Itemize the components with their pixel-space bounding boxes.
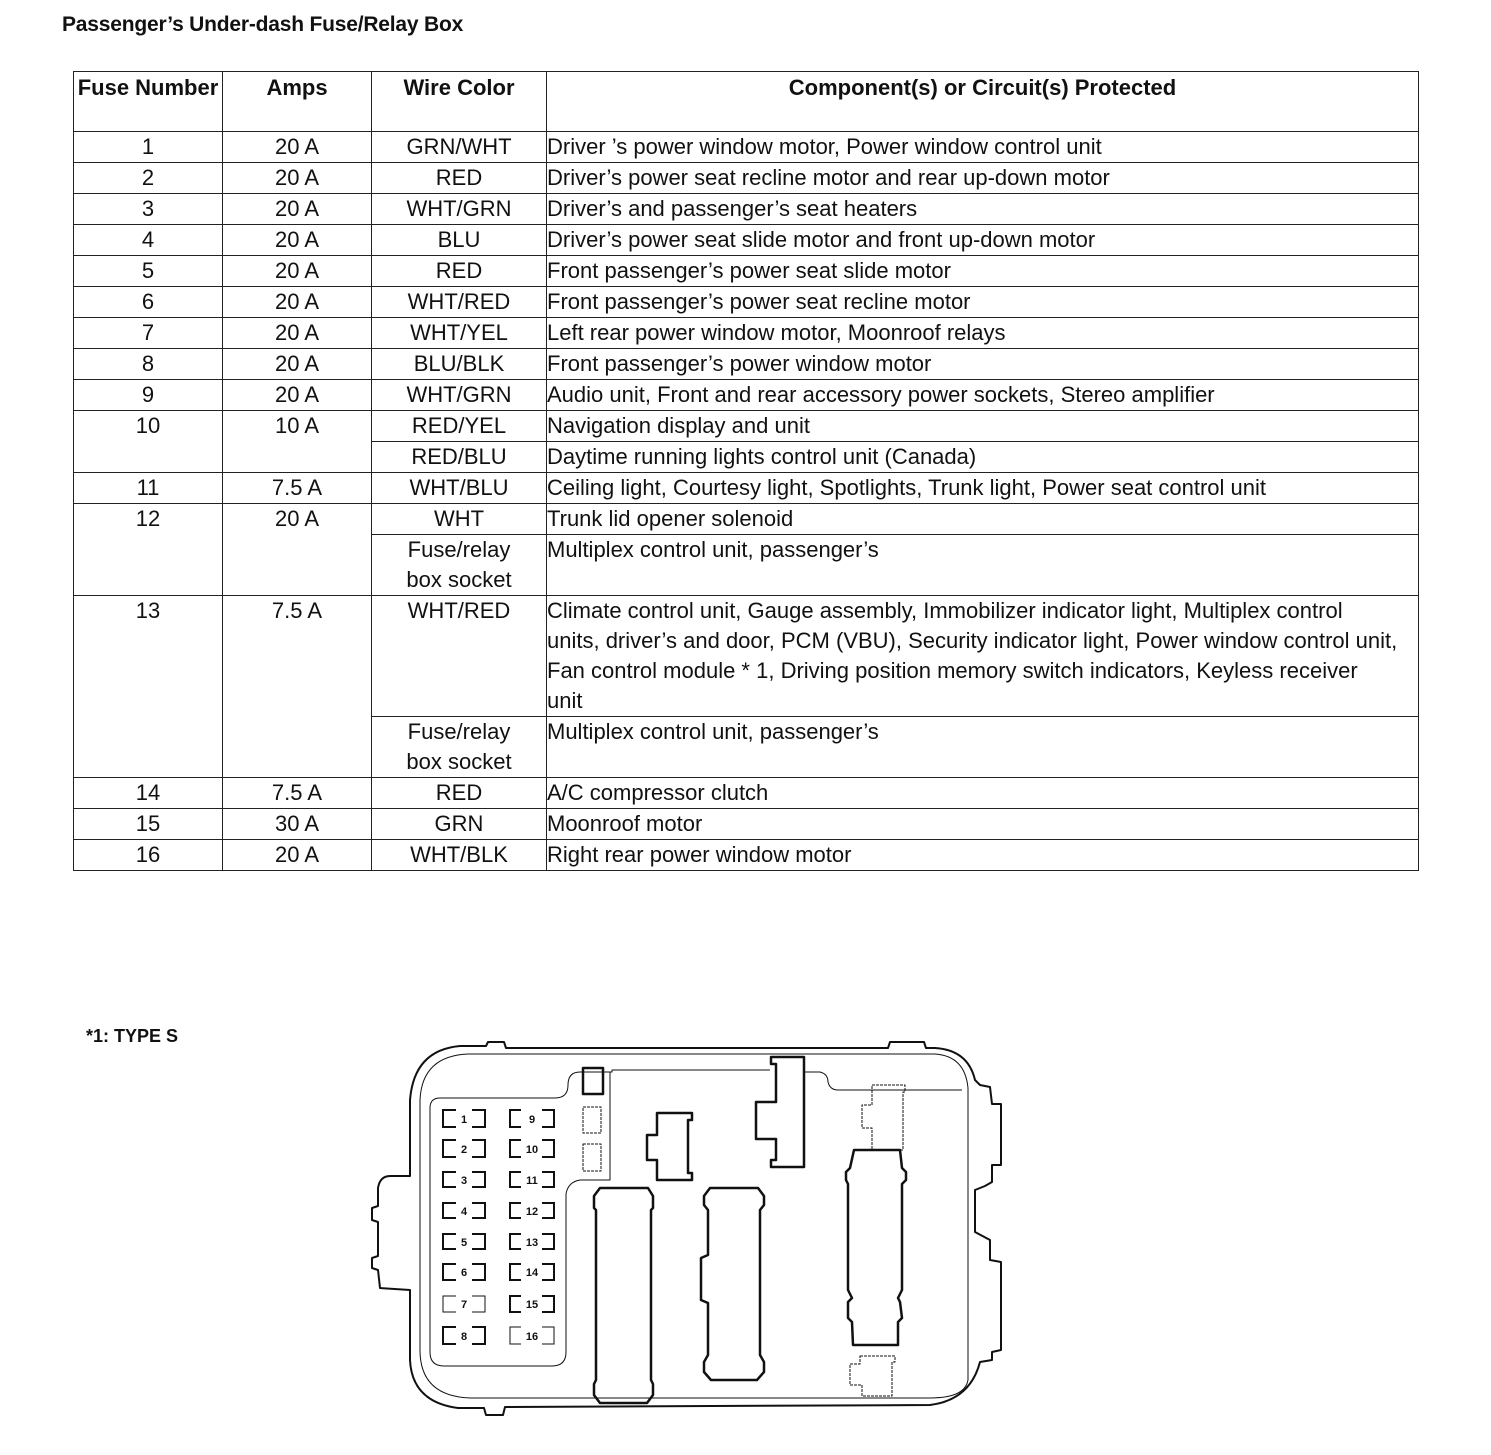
amps: 20 A bbox=[223, 318, 372, 349]
fuse-number: 16 bbox=[74, 840, 223, 871]
table-row bbox=[74, 380, 1419, 411]
fuse-label: 4 bbox=[460, 1206, 468, 1218]
amps: 20 A bbox=[223, 225, 372, 256]
component: Ceiling light, Courtesy light, Spotlights, Trunk light, Power seat control unit bbox=[547, 473, 1419, 504]
amps: 7.5 A bbox=[223, 473, 372, 504]
fuse-number: 3 bbox=[74, 194, 223, 225]
wire-color: RED/YEL bbox=[372, 411, 547, 442]
fuse-label: 2 bbox=[460, 1144, 468, 1156]
wire-color: RED bbox=[372, 163, 547, 194]
component: Left rear power window motor, Moonroof relays bbox=[547, 318, 1419, 349]
housing-inner-outline bbox=[420, 1054, 968, 1398]
fuse-number: 12 bbox=[74, 504, 223, 596]
fuse-number: 2 bbox=[74, 163, 223, 194]
component: Moonroof motor bbox=[547, 809, 1419, 840]
fuse-number: 9 bbox=[74, 380, 223, 411]
component: Multiplex control unit, passenger’s bbox=[547, 717, 1419, 778]
fuse-number: 15 bbox=[74, 809, 223, 840]
table-row bbox=[74, 840, 1419, 871]
amps: 20 A bbox=[223, 256, 372, 287]
fuse-number: 10 bbox=[74, 411, 223, 473]
table-row bbox=[74, 163, 1419, 194]
relay-top-right bbox=[862, 1085, 905, 1150]
fuse-label: 11 bbox=[526, 1175, 538, 1187]
wire-color: WHT/GRN bbox=[372, 380, 547, 411]
component: Driver’s and passenger’s seat heaters bbox=[547, 194, 1419, 225]
fuse-label: 7 bbox=[460, 1299, 468, 1311]
mini-relay-3 bbox=[583, 1144, 601, 1171]
fuse-number: 5 bbox=[74, 256, 223, 287]
amps: 20 A bbox=[223, 380, 372, 411]
amps: 20 A bbox=[223, 287, 372, 318]
amps: 20 A bbox=[223, 163, 372, 194]
fuse-label: 8 bbox=[460, 1331, 468, 1343]
amps: 20 A bbox=[223, 840, 372, 871]
wire-color: WHT/BLK bbox=[372, 840, 547, 871]
wire-color: WHT/RED bbox=[372, 287, 547, 318]
wire-color: RED bbox=[372, 778, 547, 809]
wire-color: BLU/BLK bbox=[372, 349, 547, 380]
wire-color: WHT/RED bbox=[372, 596, 547, 717]
component: Trunk lid opener solenoid bbox=[547, 504, 1419, 535]
component: A/C compressor clutch bbox=[547, 778, 1419, 809]
fuse-number: 1 bbox=[74, 132, 223, 163]
component: Driver ’s power window motor, Power window control unit bbox=[547, 132, 1419, 163]
fuse-number: 8 bbox=[74, 349, 223, 380]
wire-color: RED bbox=[372, 256, 547, 287]
component: Front passenger’s power window motor bbox=[547, 349, 1419, 380]
fuse-number: 11 bbox=[74, 473, 223, 504]
wire-color: Fuse/relay box socket bbox=[372, 535, 547, 596]
component: Right rear power window motor bbox=[547, 840, 1419, 871]
table-row bbox=[74, 256, 1419, 287]
fuse-slot-labels bbox=[461, 1114, 539, 1343]
header-component bbox=[547, 72, 1419, 132]
fuse-number: 6 bbox=[74, 287, 223, 318]
amps: 10 A bbox=[223, 411, 372, 473]
fuse-label: 9 bbox=[528, 1114, 536, 1126]
amps: 20 A bbox=[223, 132, 372, 163]
table-row bbox=[74, 287, 1419, 318]
fuse-label: 13 bbox=[525, 1237, 539, 1249]
wire-color: WHT/YEL bbox=[372, 318, 547, 349]
relay-long-3 bbox=[846, 1150, 906, 1345]
header-amps-label: Amps bbox=[266, 75, 328, 100]
table-row bbox=[74, 596, 1419, 717]
relay-top-left bbox=[647, 1113, 692, 1180]
relay-long-2 bbox=[701, 1188, 764, 1380]
component: Driver’s power seat slide motor and front up-down motor bbox=[547, 225, 1419, 256]
fuse-label: 14 bbox=[525, 1267, 539, 1279]
fuse-number: 13 bbox=[74, 596, 223, 778]
header-component-label: Component(s) or Circuit(s) Protected bbox=[788, 75, 1177, 100]
fuse-label: 10 bbox=[525, 1144, 539, 1156]
wire-color: GRN bbox=[372, 809, 547, 840]
fuse-label: 15 bbox=[525, 1299, 539, 1311]
table-row bbox=[74, 473, 1419, 504]
fuse-table bbox=[73, 71, 1419, 871]
component: Driver’s power seat recline motor and rear up-down motor bbox=[547, 163, 1419, 194]
fuse-label: 1 bbox=[460, 1114, 468, 1126]
table-row bbox=[74, 778, 1419, 809]
header-fuse-number-label: Fuse Number bbox=[77, 75, 219, 100]
mini-relay-2 bbox=[583, 1107, 601, 1133]
fuse-table-body bbox=[74, 132, 1419, 871]
table-row bbox=[74, 504, 1419, 535]
fuse-number: 7 bbox=[74, 318, 223, 349]
amps: 7.5 A bbox=[223, 778, 372, 809]
table-row bbox=[74, 809, 1419, 840]
table-header-row bbox=[74, 72, 1419, 132]
fuse-label: 5 bbox=[460, 1237, 468, 1249]
component: Navigation display and unit bbox=[547, 411, 1419, 442]
header-fuse-number bbox=[74, 72, 223, 132]
wire-color: Fuse/relay box socket bbox=[372, 717, 547, 778]
table-row bbox=[74, 349, 1419, 380]
footnote-type-s: *1: TYPE S bbox=[86, 1026, 179, 1046]
fuse-label: 6 bbox=[460, 1267, 468, 1279]
relay-long-1 bbox=[594, 1188, 653, 1403]
header-amps bbox=[223, 72, 372, 132]
table-row bbox=[74, 132, 1419, 163]
table-row bbox=[74, 225, 1419, 256]
amps: 20 A bbox=[223, 349, 372, 380]
wire-color: WHT bbox=[372, 504, 547, 535]
relay-top-center bbox=[756, 1057, 804, 1167]
amps: 30 A bbox=[223, 809, 372, 840]
table-row bbox=[74, 411, 1419, 442]
wire-color: GRN/WHT bbox=[372, 132, 547, 163]
component: Climate control unit, Gauge assembly, Immobilizer indicator light, Multiplex control units, driver’s and door, PCM (VBU), Security indicator light, Power window control unit, Fan control module * 1, Driving position memory switch indicators, Keyless receiver unit bbox=[547, 596, 1419, 717]
wire-color: WHT/GRN bbox=[372, 194, 547, 225]
component: Front passenger’s power seat recline motor bbox=[547, 287, 1419, 318]
wire-color: WHT/BLU bbox=[372, 473, 547, 504]
header-wire-color-label: Wire Color bbox=[403, 75, 515, 100]
fuse-box-diagram bbox=[368, 1040, 1008, 1420]
amps: 20 A bbox=[223, 194, 372, 225]
table-row bbox=[74, 194, 1419, 225]
fuse-number: 4 bbox=[74, 225, 223, 256]
component: Front passenger’s power seat slide motor bbox=[547, 256, 1419, 287]
header-wire-color bbox=[372, 72, 547, 132]
amps: 20 A bbox=[223, 504, 372, 596]
wire-color: RED/BLU bbox=[372, 442, 547, 473]
fuse-label: 16 bbox=[525, 1331, 539, 1343]
component: Daytime running lights control unit (Canada) bbox=[547, 442, 1419, 473]
relay-bottom-right bbox=[850, 1356, 895, 1396]
table-row bbox=[74, 318, 1419, 349]
fuse-label: 12 bbox=[525, 1206, 539, 1218]
page-title: Passenger’s Under-dash Fuse/Relay Box bbox=[62, 13, 464, 36]
component: Audio unit, Front and rear accessory power sockets, Stereo amplifier bbox=[547, 380, 1419, 411]
wire-color: BLU bbox=[372, 225, 547, 256]
fuse-number: 14 bbox=[74, 778, 223, 809]
amps: 7.5 A bbox=[223, 596, 372, 778]
component: Multiplex control unit, passenger’s bbox=[547, 535, 1419, 596]
fuse-label: 3 bbox=[460, 1175, 468, 1187]
